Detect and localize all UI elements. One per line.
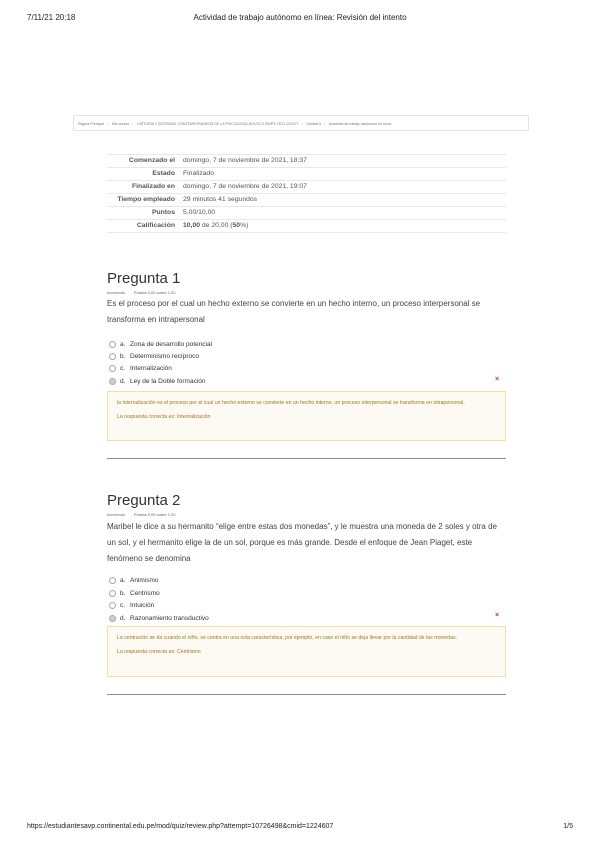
correct-answer: La respuesta correcta es: Internalización bbox=[117, 414, 211, 420]
option-letter: a. bbox=[120, 577, 126, 584]
question-1-score: Puntúa 0,00 sobre 1,00 bbox=[133, 290, 176, 295]
breadcrumb-courses[interactable]: Mis cursos bbox=[111, 122, 130, 126]
breadcrumb-unit[interactable]: Unidad 3 bbox=[306, 122, 321, 126]
summary-value: 5,00/10,00 bbox=[179, 207, 506, 220]
question-divider bbox=[107, 694, 506, 695]
print-datetime: 7/11/21 20:18 bbox=[27, 13, 76, 22]
question-2-text: Maribel le dice a su hermanito “elige entre estas dos monedas”, y le muestra una moneda de 2 soles y otra de un sol, y el hermanito elige la de un sol, porque es más grande. Desde el enfoque de Jean Piaget, este fenómeno se denomina bbox=[107, 522, 497, 563]
feedback-text: La centración se da cuando el niño, se centra en una sola característica, por ejemplo, en caso el niño se deja llevar por la cantidad de las monedas. bbox=[117, 635, 457, 641]
radio-icon[interactable] bbox=[109, 365, 116, 372]
radio-selected-icon[interactable] bbox=[109, 378, 116, 385]
question-1-option-b[interactable] bbox=[109, 352, 199, 361]
summary-value: 29 minutos 41 segundos bbox=[179, 194, 506, 207]
print-url: https://estudiantesavp.continental.edu.pe/mod/quiz/review.php?attempt=10726498&cmid=1224607 bbox=[27, 823, 334, 830]
question-2-status: Incorrecta bbox=[107, 512, 125, 517]
grade-end: %) bbox=[240, 222, 249, 229]
summary-label: Estado bbox=[107, 168, 179, 181]
option-text: Determinismo recíproco bbox=[130, 353, 199, 360]
radio-icon[interactable] bbox=[109, 353, 116, 360]
option-text: Internalización bbox=[130, 365, 172, 372]
question-2-score: Puntúa 0,00 sobre 1,00 bbox=[133, 512, 176, 517]
page-number: 1/5 bbox=[563, 823, 573, 830]
option-letter: b. bbox=[120, 590, 126, 597]
breadcrumb-home[interactable]: Página Principal bbox=[78, 122, 104, 126]
grade-total: de 20,00 ( bbox=[200, 222, 233, 229]
radio-icon[interactable] bbox=[109, 602, 116, 609]
summary-value: domingo, 7 de noviembre de 2021, 19:07 bbox=[179, 181, 506, 194]
question-1-option-d[interactable] bbox=[109, 377, 206, 386]
attempt-summary-table bbox=[107, 154, 506, 233]
question-divider bbox=[107, 458, 506, 459]
breadcrumb-activity[interactable]: Actividad de trabajo autónomo en línea bbox=[328, 122, 392, 126]
summary-label: Finalizado en bbox=[107, 181, 179, 194]
incorrect-cross-icon: × bbox=[495, 612, 500, 619]
summary-label: Tiempo empleado bbox=[107, 194, 179, 207]
option-letter: c. bbox=[120, 365, 126, 372]
question-1-title: Pregunta 1 bbox=[107, 270, 181, 287]
grade-value bbox=[179, 220, 506, 233]
summary-value: Finalizado bbox=[179, 168, 506, 181]
correct-answer: La respuesta correcta es: Centrismo bbox=[117, 649, 201, 655]
question-2-option-d[interactable] bbox=[109, 614, 209, 623]
print-title: Actividad de trabajo autónomo en línea: Revisión del intento bbox=[193, 13, 407, 22]
breadcrumb-course[interactable]: HISTORIA Y SISTEMAS CONTEMPORÁNEOS DE LA PSICOLOGÍA-NOVIC-D SWPS-TE21-202127 bbox=[137, 122, 299, 126]
question-1-meta bbox=[107, 290, 184, 295]
question-2-title: Pregunta 2 bbox=[107, 492, 181, 509]
option-text: Intuición bbox=[130, 602, 155, 609]
question-2-meta bbox=[107, 512, 184, 517]
summary-row bbox=[107, 168, 506, 181]
summary-row bbox=[107, 155, 506, 168]
option-letter: b. bbox=[120, 353, 126, 360]
summary-row bbox=[107, 220, 506, 233]
radio-selected-icon[interactable] bbox=[109, 615, 116, 622]
question-1-text: Es el proceso por el cual un hecho externo se convierte en un hecho interno, un proceso interpersonal se transforma en intrapersonal bbox=[107, 299, 481, 324]
option-text: Zona de desarrollo potencial bbox=[130, 341, 213, 348]
question-1-feedback bbox=[107, 391, 506, 441]
option-text: Razonamiento transductivo bbox=[130, 615, 209, 622]
question-1-option-a[interactable] bbox=[109, 340, 212, 349]
question-2-option-c[interactable] bbox=[109, 601, 154, 610]
radio-icon[interactable] bbox=[109, 577, 116, 584]
summary-value: domingo, 7 de noviembre de 2021, 18:37 bbox=[179, 155, 506, 168]
summary-row bbox=[107, 207, 506, 220]
feedback-text: la internalización es el proceso por el cual un hecho externo se convierte en un hecho interno, un proceso interpersonal se transforma en intrapersonal. bbox=[117, 400, 465, 406]
grade-points: 10,00 bbox=[183, 222, 201, 229]
option-text: Ley de la Doble formación bbox=[130, 378, 206, 385]
radio-icon[interactable] bbox=[109, 341, 116, 348]
question-2-option-b[interactable] bbox=[109, 589, 160, 598]
summary-row bbox=[107, 194, 506, 207]
grade-percent: 50 bbox=[232, 222, 241, 229]
option-letter: a. bbox=[120, 341, 126, 348]
option-text: Animismo bbox=[130, 577, 159, 584]
breadcrumb: Página Principal / Mis cursos / HISTORIA Y SISTEMAS CONTEMPORÁNEOS DE LA PSICOLOGÍA-NOVIC-D SWPS-TE21-202127 / Unidad 3 / Actividad de trabajo autónomo en línea bbox=[73, 115, 529, 131]
question-1-status: Incorrecta bbox=[107, 290, 125, 295]
question-2-option-a[interactable] bbox=[109, 576, 159, 585]
summary-label: Comenzado el bbox=[107, 155, 179, 168]
option-letter: c. bbox=[120, 602, 126, 609]
option-letter: d. bbox=[120, 615, 126, 622]
option-letter: d. bbox=[120, 378, 126, 385]
radio-icon[interactable] bbox=[109, 590, 116, 597]
question-2-feedback bbox=[107, 626, 506, 677]
option-text: Centrismo bbox=[130, 590, 160, 597]
incorrect-cross-icon: × bbox=[495, 376, 500, 383]
summary-row bbox=[107, 181, 506, 194]
summary-label: Calificación bbox=[107, 220, 179, 233]
summary-label: Puntos bbox=[107, 207, 179, 220]
question-1-option-c[interactable] bbox=[109, 364, 172, 373]
